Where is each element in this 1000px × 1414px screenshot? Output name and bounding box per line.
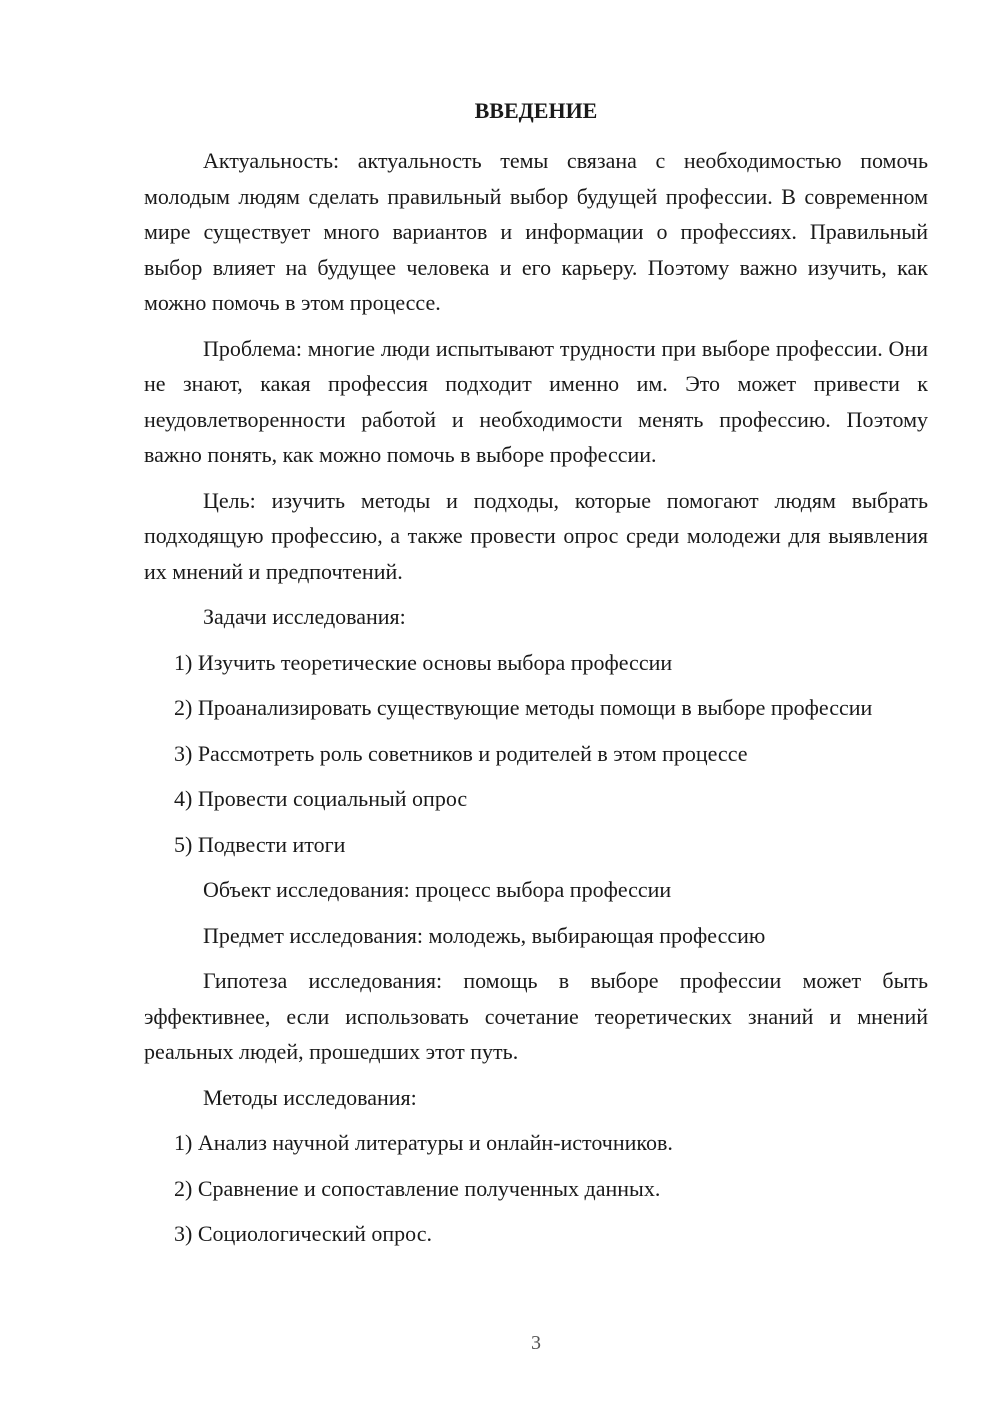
paragraph-goal: Цель: изучить методы и подходы, которые помогают людям выбрать подходящую профессию, а также провести опрос среди молодежи для выявления их мнений и предпочтений. <box>144 487 928 584</box>
list-item: 2) Проанализировать существующие методы помощи в выборе профессии <box>174 695 873 720</box>
list-item: 1) Анализ научной литературы и онлайн-источников. <box>174 1130 673 1155</box>
methods-heading: Методы исследования: <box>203 1084 417 1110</box>
page-title: ВВЕДЕНИЕ <box>474 98 598 123</box>
list-item: 4) Провести социальный опрос <box>174 786 468 811</box>
list-item: 3) Рассмотреть роль советников и родителей в этом процессе <box>174 740 748 766</box>
paragraph-subject: Предмет исследования: молодежь, выбирающая профессию <box>203 922 766 948</box>
paragraph-object: Объект исследования: процесс выбора профессии <box>203 877 672 902</box>
document-body <box>144 143 928 1252</box>
list-item: 2) Сравнение и сопоставление полученных данных. <box>174 1175 661 1201</box>
tasks-heading: Задачи исследования: <box>203 604 406 629</box>
paragraph-problem: Проблема: многие люди испытывают трудности при выборе профессии. Они не знают, какая профессия подходит именно им. Это может привести к неудовлетворенности работой и необходимости менять профессию. Поэтому важно понять, как можно помочь в выборе профессии. <box>144 335 928 467</box>
paragraph-hypothesis: Гипотеза исследования: помощь в выборе профессии может быть эффективнее, если использовать сочетание теоретических знаний и мнений реальных людей, прошедших этот путь. <box>144 968 928 1064</box>
list-item: 1) Изучить теоретические основы выбора профессии <box>174 649 673 675</box>
paragraph-relevance: Актуальность: актуальность темы связана с необходимостью помочь молодым людям сделать правильный выбор будущей профессии. В современном мире существует много вариантов и информации о профессиях. Правильный выбор влияет на будущее человека и его карьеру. Поэтому важно изучить, как можно помочь в этом процессе. <box>144 148 928 315</box>
list-item: 5) Подвести итоги <box>174 831 346 857</box>
page-number: 3 <box>531 1332 541 1354</box>
list-item: 3) Социологический опрос. <box>174 1221 432 1246</box>
